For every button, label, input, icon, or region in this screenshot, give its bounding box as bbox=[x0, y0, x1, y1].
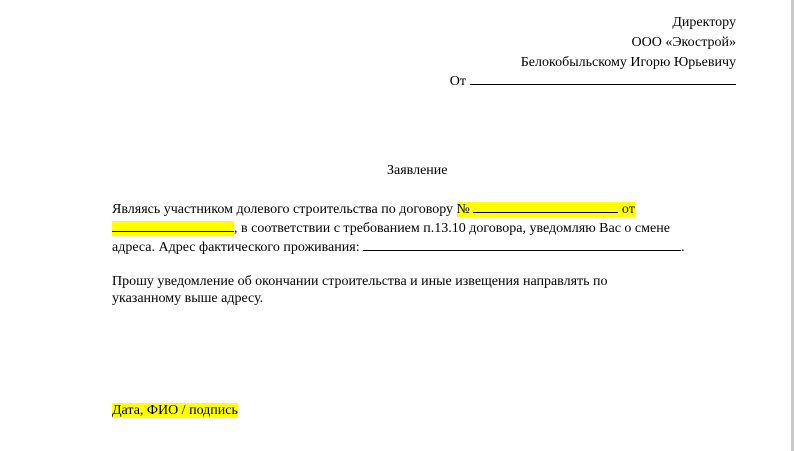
addressee-block bbox=[521, 13, 736, 73]
number-sign: № bbox=[456, 202, 470, 217]
signature-line bbox=[112, 402, 238, 419]
paragraph-notice-line-1 bbox=[112, 199, 685, 218]
from-label: От bbox=[449, 74, 466, 89]
paragraph-notice-line-2 bbox=[112, 218, 685, 237]
contract-date-blank[interactable] bbox=[112, 218, 234, 232]
paragraph-request-line-1: Прошу уведомление об окончании строительства и иные извещения направлять по bbox=[112, 274, 608, 289]
contract-number-highlight bbox=[457, 202, 635, 217]
notice-text-address: адреса. Адрес фактического проживания: bbox=[112, 240, 364, 255]
address-blank[interactable] bbox=[363, 237, 681, 251]
paragraph-request-line-2: указанному выше адресу. bbox=[112, 291, 264, 306]
paragraph-notice-line-3 bbox=[112, 237, 685, 256]
paragraph-request bbox=[112, 273, 608, 307]
notice-text-requirement: , в соответствии с требованием п.13.10 договора, уведомляю Вас о смене bbox=[234, 221, 670, 236]
addressee-name: Белокобыльскому Игорю Юрьевичу bbox=[520, 55, 736, 70]
paragraph-notice bbox=[112, 199, 685, 256]
contract-number-blank[interactable] bbox=[473, 199, 618, 213]
contract-date-highlight bbox=[112, 221, 234, 236]
signature-highlight: Дата, ФИО / подпись bbox=[112, 403, 238, 418]
document-title: Заявление bbox=[387, 163, 448, 178]
from-word: от bbox=[618, 202, 635, 217]
from-line bbox=[450, 70, 736, 92]
from-blank-field[interactable] bbox=[470, 70, 736, 85]
notice-text-end: . bbox=[681, 240, 685, 255]
addressee-company: ООО «Экострой» bbox=[631, 35, 736, 50]
addressee-position: Директору bbox=[672, 15, 736, 30]
notice-text-start: Являясь участником долевого строительства по договору bbox=[112, 202, 457, 217]
